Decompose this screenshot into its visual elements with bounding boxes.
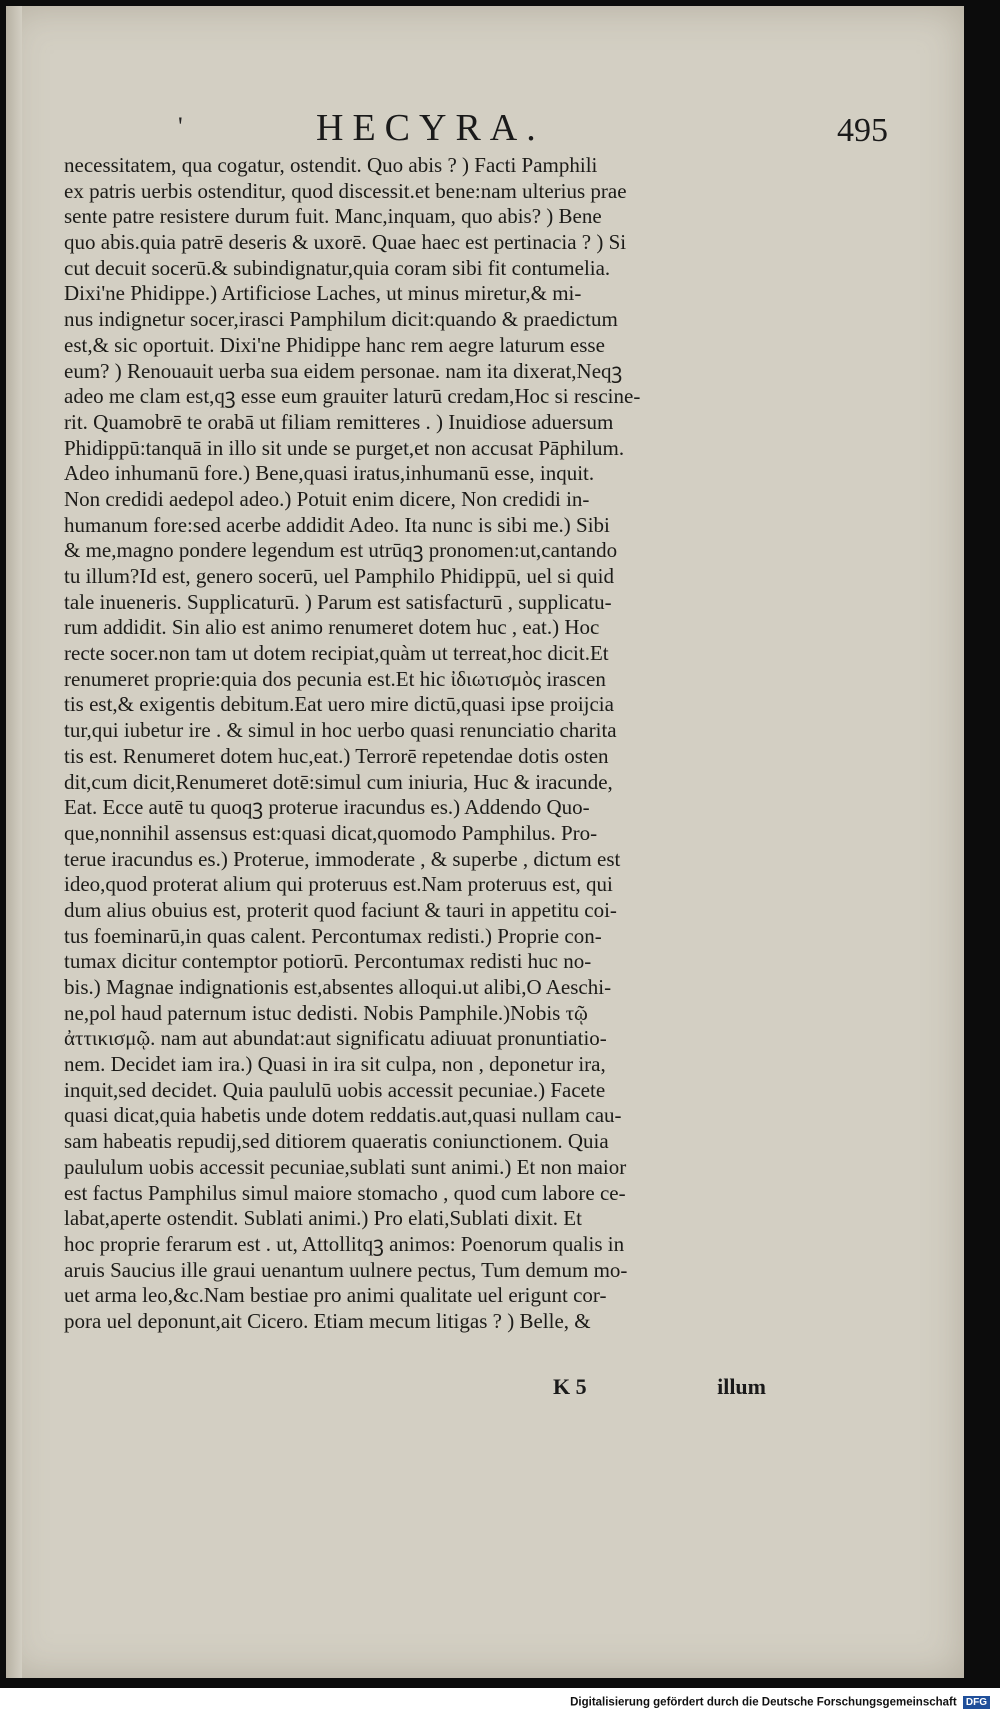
text-line: quo abis.quia patrē deseris & uxorē. Quae haec est pertinacia ? ) Si bbox=[64, 230, 627, 255]
text-line: tus foeminarū,in quas calent. Percontumax redisti.) Proprie con- bbox=[64, 923, 602, 948]
running-head-mark: ' bbox=[178, 112, 183, 141]
text-line: ἀττικισμῷ. nam aut abundat:aut significatu adiuuat pronuntiatio- bbox=[64, 1026, 607, 1051]
text-line: necessitatem, qua cogatur, ostendit. Quo abis ? ) Facti Pamphili bbox=[64, 153, 598, 177]
running-head bbox=[66, 106, 926, 150]
text-line: rit. Quamobrē te orabā ut filiam remitteres . ) Inuidiose aduersum bbox=[64, 409, 614, 434]
text-line: nem. Decidet iam ira.) Quasi in ira sit culpa, non , deponetur ira, bbox=[64, 1052, 606, 1077]
digitization-credit bbox=[570, 1696, 990, 1709]
text-line: sente patre resistere durum fuit. Manc,inquam, quo abis? ) Bene bbox=[64, 204, 602, 229]
text-line: & me,magno pondere legendum est utrūqꝫ pronomen:ut,cantando bbox=[64, 538, 618, 563]
text-line: tu illum?Id est, genero socerū, uel Pamphilo Phidippū, uel si quid bbox=[64, 564, 615, 588]
text-line: uet arma leo,&c.Nam bestiae pro animi qualitate uel erigunt cor- bbox=[64, 1283, 607, 1308]
text-line: eum? ) Renouauit uerba sua eidem personae. nam ita dixerat,Neqꝫ bbox=[64, 358, 623, 383]
text-line: que,nonnihil assensus est:quasi dicat,quomodo Pamphilus. Pro- bbox=[64, 820, 598, 845]
dfg-logo: DFG bbox=[963, 1696, 990, 1709]
text-line: aruis Saucius ille graui uenantum uulnere pectus, Tum demum mo- bbox=[64, 1257, 628, 1282]
text-line: quasi dicat,quia habetis unde dotem reddatis.aut,quasi nullam cau- bbox=[64, 1103, 622, 1128]
catchword: illum bbox=[717, 1374, 766, 1399]
text-line: labat,aperte ostendit. Sublati animi.) Pro elati,Sublati dixit. Et bbox=[64, 1206, 582, 1231]
text-line: cut decuit socerū.& subindignatur,quia coram sibi fit contumelia. bbox=[64, 255, 611, 280]
text-line: paululum uobis accessit pecuniae,sublati sunt animi.) Et non maior bbox=[64, 1154, 627, 1179]
text-line: Phidippū:tanquā in illo sit unde se purget,et non accusat Pāphilum. bbox=[64, 435, 625, 460]
text-line: tis est,& exigentis debitum.Eat uero mire dictū,quasi ipse proijcia bbox=[64, 692, 614, 717]
text-line: rum addidit. Sin alio est animo renumeret dotem huc , eat.) Hoc bbox=[64, 615, 600, 640]
text-line: tis est. Renumeret dotem huc,eat.) Terrorē repetendae dotis osten bbox=[64, 743, 609, 768]
text-line: ideo,quod proterat alium qui proteruus est.Nam proteruus est, qui bbox=[64, 872, 613, 897]
text-line: pora uel deponunt,ait Cicero. Etiam mecum litigas ? ) Belle, & bbox=[64, 1308, 591, 1333]
text-line: ex patris uerbis ostenditur, quod discessit.et bene:nam ulterius prae bbox=[64, 178, 627, 203]
text-line: nus indignetur socer,irasci Pamphilum dicit:quando & praedictum bbox=[64, 307, 618, 332]
running-head-title: HECYRA. bbox=[316, 107, 545, 149]
text-line: terue iracundus es.) Proterue, immoderate , & superbe , dictum est bbox=[64, 846, 621, 871]
text-line: Adeo inhumanū fore.) Bene,quasi iratus,inhumanū esse, inquit. bbox=[64, 461, 595, 486]
text-line: sam habeatis repudij,sed ditiorem quaeratis coniunctionem. Quia bbox=[64, 1129, 609, 1154]
text-line: inquit,sed decidet. Quia paululū uobis accessit pecuniae.) Facete bbox=[64, 1077, 606, 1102]
signature-mark: K 5 bbox=[553, 1374, 587, 1399]
book-page bbox=[6, 6, 964, 1678]
text-line: dum alius obuius est, proterit quod faciunt & tauri in appetitu coi- bbox=[64, 897, 617, 922]
credit-text: Digitalisierung gefördert durch die Deutsche Forschungsgemeinschaft bbox=[570, 1696, 957, 1709]
text-line: renumeret proprie:quia dos pecunia est.Et hic ἰδιωτισμὸς irascen bbox=[64, 666, 606, 691]
text-line: adeo me clam est,qꝫ esse eum grauiter laturū credam,Hoc si rescine- bbox=[64, 384, 641, 409]
text-line: Non credidi aedepol adeo.) Potuit enim dicere, Non credidi in- bbox=[64, 486, 590, 511]
page-footer-line bbox=[58, 1374, 918, 1404]
text-line: Dixi'ne Phidippe.) Artificiose Laches, ut minus miretur,& mi- bbox=[64, 281, 582, 306]
text-line: bis.) Magnae indignationis est,absentes alloqui.ut alibi,O Aeschi- bbox=[64, 975, 612, 999]
text-line: Eat. Ecce autē tu quoqꝫ proterue iracundus es.) Addendo Quo- bbox=[64, 795, 590, 820]
text-line: humanum fore:sed acerbe addidit Adeo. Ita nunc is sibi me.) Sibi bbox=[64, 512, 610, 537]
text-line: ne,pol haud paternum istuc dedisti. Nobis Pamphile.)Nobis τῷ bbox=[64, 1000, 588, 1025]
text-line: tumax dicitur contemptor potiorū. Percontumax redisti huc no- bbox=[64, 949, 592, 974]
commentary-text bbox=[64, 153, 924, 1335]
text-line: dit,cum dicit,Renumeret dotē:simul cum iniuria, Huc & iracunde, bbox=[64, 769, 613, 794]
page-gutter-shadow bbox=[6, 6, 22, 1678]
text-line: tale inueneris. Supplicaturū. ) Parum est satisfacturū , supplicatu- bbox=[64, 589, 612, 614]
page-number: 495 bbox=[837, 112, 888, 149]
text-line: est,& sic oportuit. Dixi'ne Phidippe hanc rem aegre laturum esse bbox=[64, 332, 605, 357]
text-line: tur,qui iubetur ire . & simul in hoc uerbo quasi renunciatio charita bbox=[64, 718, 617, 743]
text-line: est factus Pamphilus simul maiore stomacho , quod cum labore ce- bbox=[64, 1180, 626, 1205]
text-line: recte socer.non tam ut dotem recipiat,quàm ut terreat,hoc dicit.Et bbox=[64, 641, 609, 666]
text-line: hoc proprie ferarum est . ut, Attollitqꝫ animos: Poenorum qualis in bbox=[64, 1231, 625, 1256]
